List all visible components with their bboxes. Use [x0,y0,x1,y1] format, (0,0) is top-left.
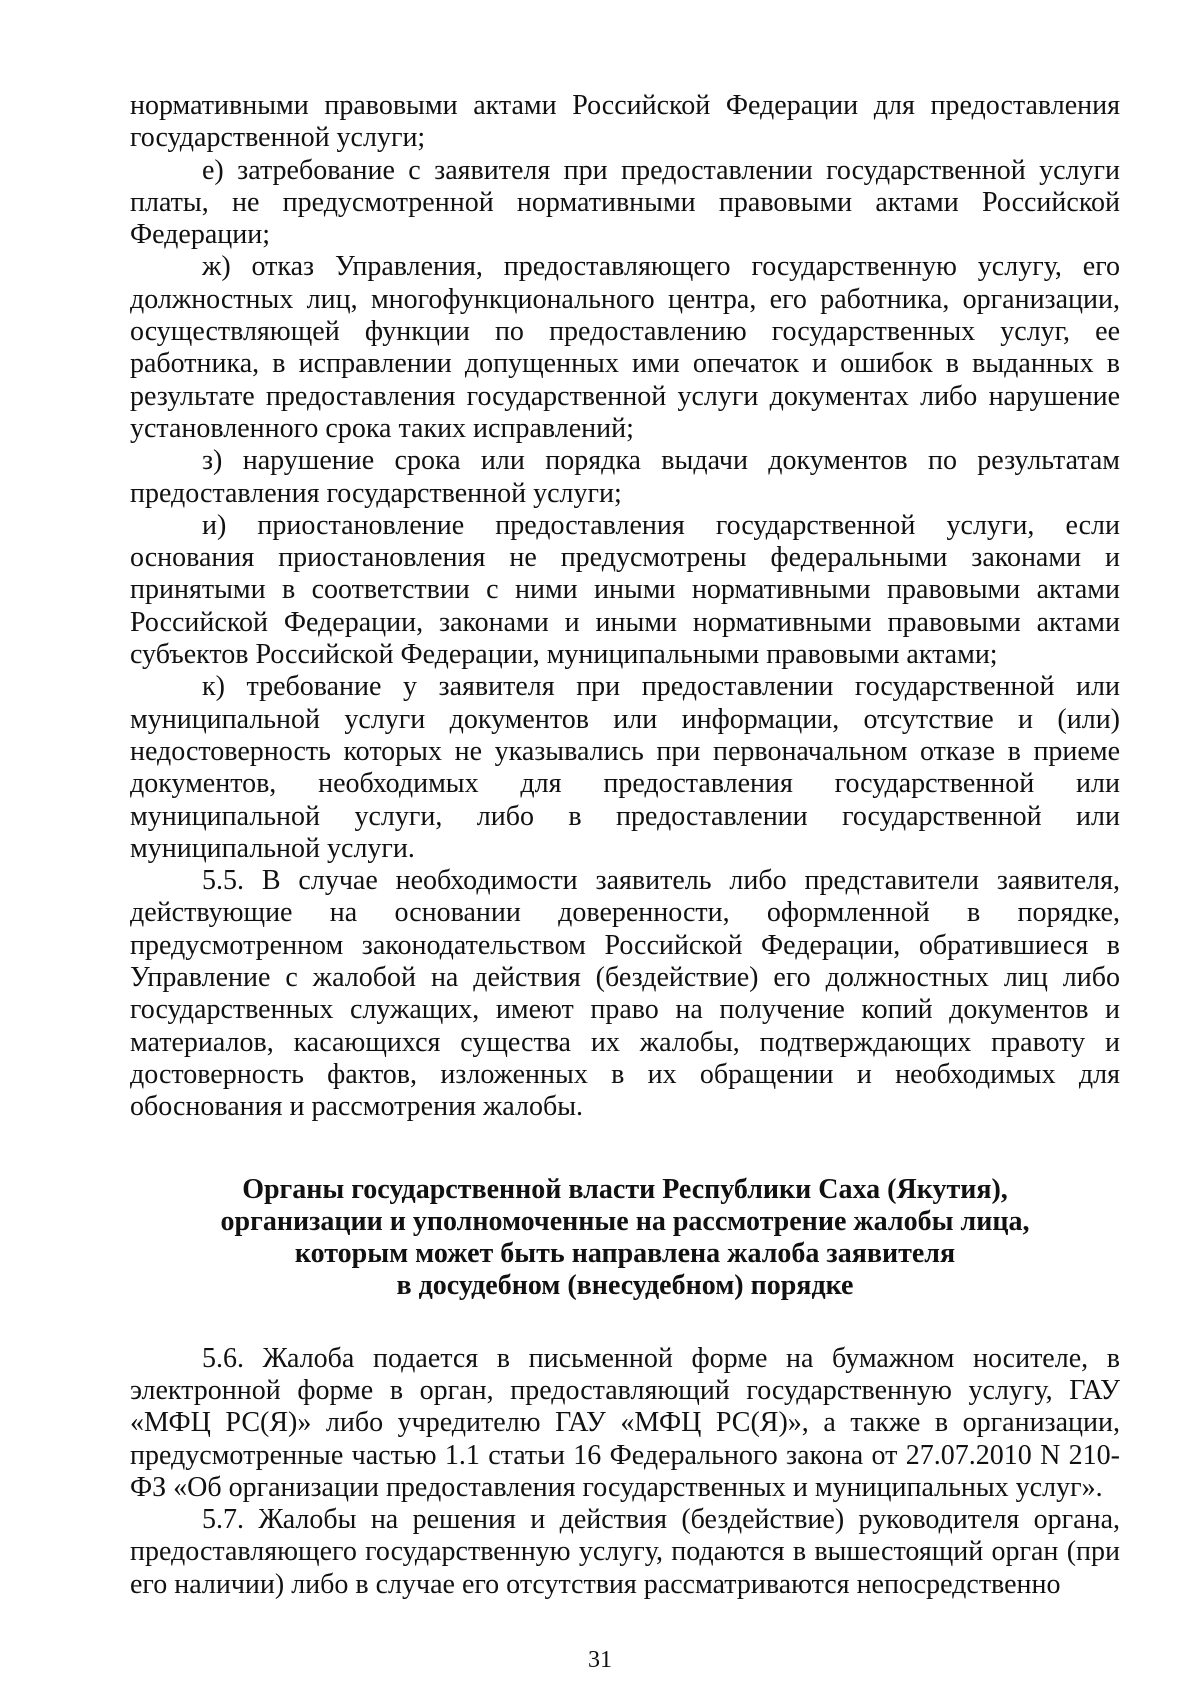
heading-line: Органы государственной власти Республики Саха (Якутия), [242,1173,1008,1205]
paragraph-item-e: е) затребование с заявителя при предоставлении государственной услуги платы, не предусмотренной нормативными правовыми актами Российской Федерации; [130,154,1120,251]
paragraph-item-z: з) нарушение срока или порядка выдачи документов по результатам предоставления государственной услуги; [130,445,1120,509]
paragraph-continuation: нормативными правовыми актами Российской Федерации для предоставления государственной услуги; [130,90,1120,154]
document-page [130,90,1120,1601]
heading-line: в досудебном (внесудебном) порядке [396,1270,854,1302]
section-heading [130,1174,1120,1303]
paragraph-5-6: 5.6. Жалоба подается в письменной форме на бумажном носителе, в электронной форме в орган, предоставляющий государственную услугу, ГАУ «МФЦ РС(Я)» либо учредителю ГАУ «МФЦ РС(Я)», а также в организации, предусмотренные частью 1.1 статьи 16 Федерального закона от 27.07.2010 N 210-ФЗ «Об организации предоставления государственных и муниципальных услуг». [130,1342,1120,1503]
heading-line: организации и уполномоченные на рассмотрение жалобы лица, [220,1205,1030,1237]
heading-line: которым может быть направлена жалоба заявителя [294,1238,956,1270]
paragraph-item-k: к) требование у заявителя при предоставлении государственной или муниципальной услуги документов или информации, отсутствие и (или) недостоверность которых не указывались при первоначальном отказе в приеме документов, необходимых для предоставления государственной или муниципальной услуги, либо в предоставлении государственной или муниципальной услуги. [130,671,1120,864]
paragraph-item-zh: ж) отказ Управления, предоставляющего государственную услугу, его должностных лиц, многофункционального центра, его работника, организации, осуществляющей функции по предоставлению государственных услуг, ее работника, в исправлении допущенных ими опечаток и ошибок в выданных в результате предоставления государственной услуги документах либо нарушение установленного срока таких исправлений; [130,251,1120,444]
paragraph-5-7: 5.7. Жалобы на решения и действия (бездействие) руководителя органа, предоставляющего государственную услугу, подаются в вышестоящий орган (при его наличии) либо в случае его отсутствия рассматриваются непосредственно [130,1504,1120,1600]
page-number: 31 [588,1647,612,1673]
paragraph-item-i: и) приостановление предоставления государственной услуги, если основания приостановления не предусмотрены федеральными законами и принятыми в соответствии с ними иными нормативными правовыми актами Российской Федерации, законами и иными нормативными правовыми актами субъектов Российской Федерации, муниципальными правовыми актами; [130,509,1120,671]
paragraph-5-5: 5.5. В случае необходимости заявитель либо представители заявителя, действующие на основании доверенности, оформленной в порядке, предусмотренном законодательством Российской Федерации, обратившиеся в Управление с жалобой на действия (бездействие) его должностных лиц либо государственных служащих, имеют право на получение копий документов и материалов, касающихся существа их жалобы, подтверждающих правоту и достоверность фактов, изложенных в их обращении и необходимых для обоснования и рассмотрения жалобы. [130,865,1120,1123]
